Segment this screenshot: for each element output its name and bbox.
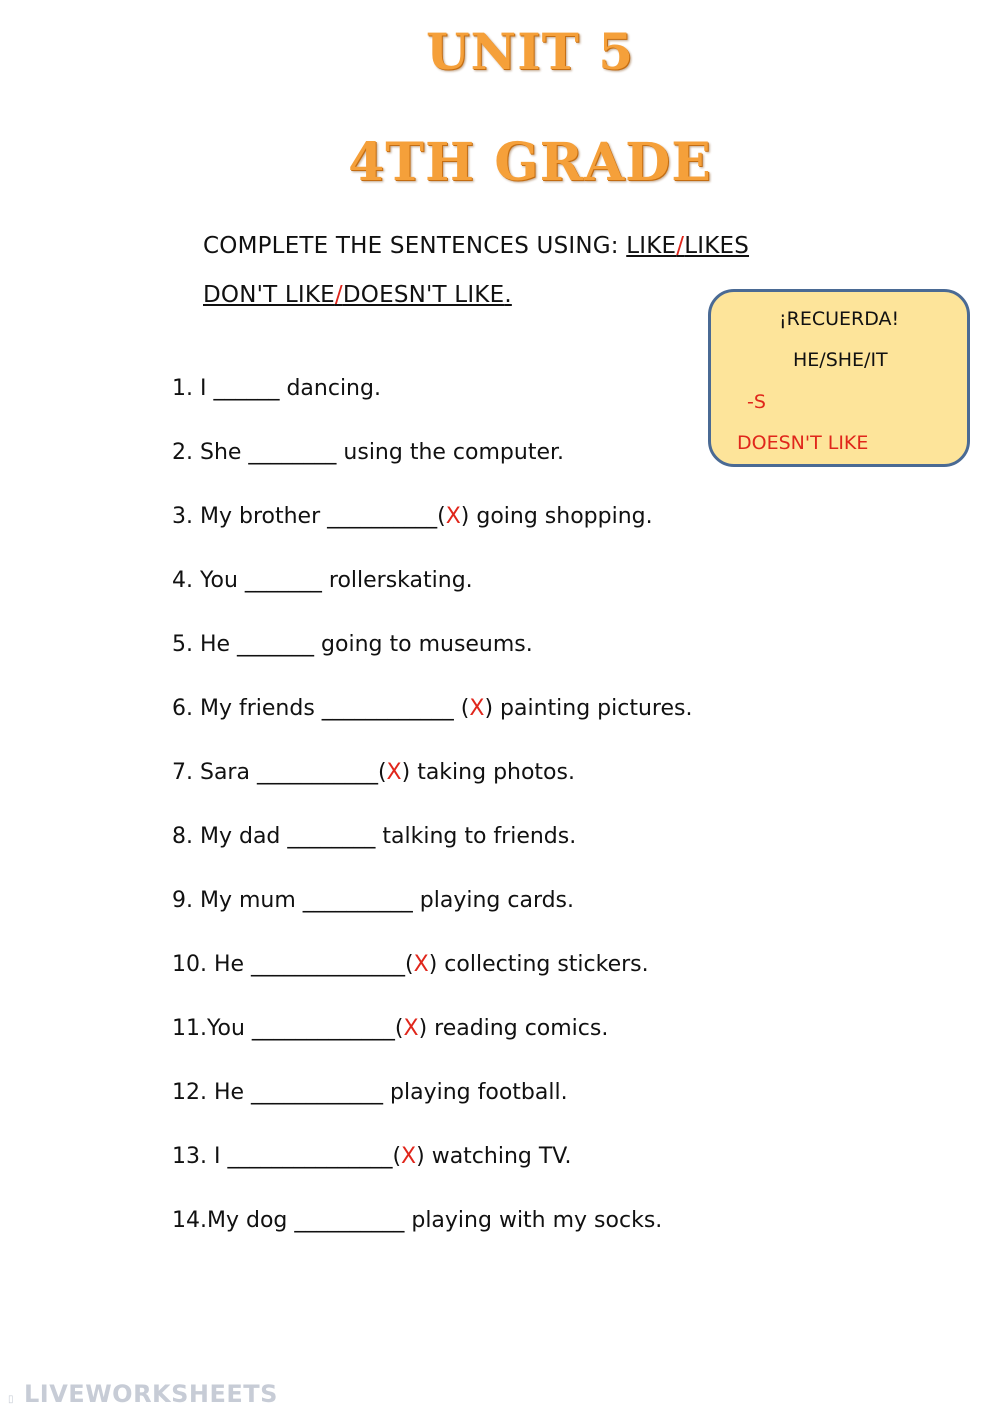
- sentence-item: [172, 1144, 572, 1169]
- sentence-item: [172, 376, 381, 401]
- instructions-prefix: COMPLETE THE SENTENCES USING:: [203, 233, 627, 259]
- instructions-line-1: [203, 233, 749, 259]
- sentence-text-end: ) reading comics.: [418, 1016, 609, 1041]
- sentence-item: [172, 504, 653, 529]
- sentence-text: 14.My dog __________ playing with my socks.: [172, 1208, 663, 1233]
- sentence-text-end: ) painting pictures.: [484, 696, 693, 721]
- sentence-text-end: ) collecting stickers.: [428, 952, 649, 977]
- sentence-item: [172, 696, 692, 721]
- reminder-pronouns: HE/SHE/IT: [793, 349, 888, 371]
- sentence-text-end: ) taking photos.: [401, 760, 575, 785]
- sentence-item: [172, 440, 564, 465]
- reminder-box: [708, 289, 970, 467]
- negative-mark-icon: X: [469, 696, 485, 721]
- dislike-option: DON'T LIKE/DOESN'T LIKE.: [203, 282, 512, 308]
- negative-mark-icon: X: [445, 504, 461, 529]
- sentence-text-end: ) going shopping.: [460, 504, 653, 529]
- reminder-title: ¡RECUERDA!: [779, 308, 900, 330]
- sentence-text: 12. He ____________ playing football.: [172, 1080, 568, 1105]
- like-option: LIKE/LIKES: [626, 233, 750, 259]
- sentence-text: 2. She ________ using the computer.: [172, 440, 565, 465]
- sentence-text: 11.You _____________(: [172, 1016, 404, 1041]
- sentence-item: [172, 632, 533, 657]
- sentence-text: 6. My friends ____________ (: [172, 696, 470, 721]
- sentence-text: 5. He _______ going to museums.: [172, 632, 533, 657]
- reminder-negative: DOESN'T LIKE: [737, 432, 869, 454]
- liveworksheets-logo: ▯ LIVEWORKSHEETS: [8, 1380, 278, 1408]
- sentence-item: [172, 1080, 568, 1105]
- sentence-text: 4. You _______ rollerskating.: [172, 568, 473, 593]
- sentence-text: 3. My brother __________(: [172, 504, 446, 529]
- sentence-item: [172, 568, 473, 593]
- sentence-text: 1. I ______ dancing.: [172, 376, 381, 401]
- sentence-text: 7. Sara ___________(: [172, 760, 387, 785]
- sentence-item: [172, 1016, 608, 1041]
- grade-title: 4TH GRADE: [348, 132, 712, 193]
- sentence-text: 8. My dad ________ talking to friends.: [172, 824, 577, 849]
- sentence-text: 13. I _______________(: [172, 1144, 402, 1169]
- unit-title: UNIT 5: [425, 22, 635, 81]
- reminder-suffix: -S: [747, 391, 766, 413]
- sentence-item: [172, 1208, 662, 1233]
- negative-mark-icon: X: [403, 1016, 419, 1041]
- sentence-text: 9. My mum __________ playing cards.: [172, 888, 575, 913]
- sentence-text: 10. He ______________(: [172, 952, 414, 977]
- sentence-item: [172, 824, 576, 849]
- negative-mark-icon: X: [413, 952, 429, 977]
- sentence-item: [172, 952, 649, 977]
- sentence-item: [172, 760, 575, 785]
- negative-mark-icon: X: [386, 760, 402, 785]
- sentence-item: [172, 888, 574, 913]
- sentence-text-end: ) watching TV.: [416, 1144, 572, 1169]
- negative-mark-icon: X: [401, 1144, 417, 1169]
- instructions-line-2: [203, 282, 512, 308]
